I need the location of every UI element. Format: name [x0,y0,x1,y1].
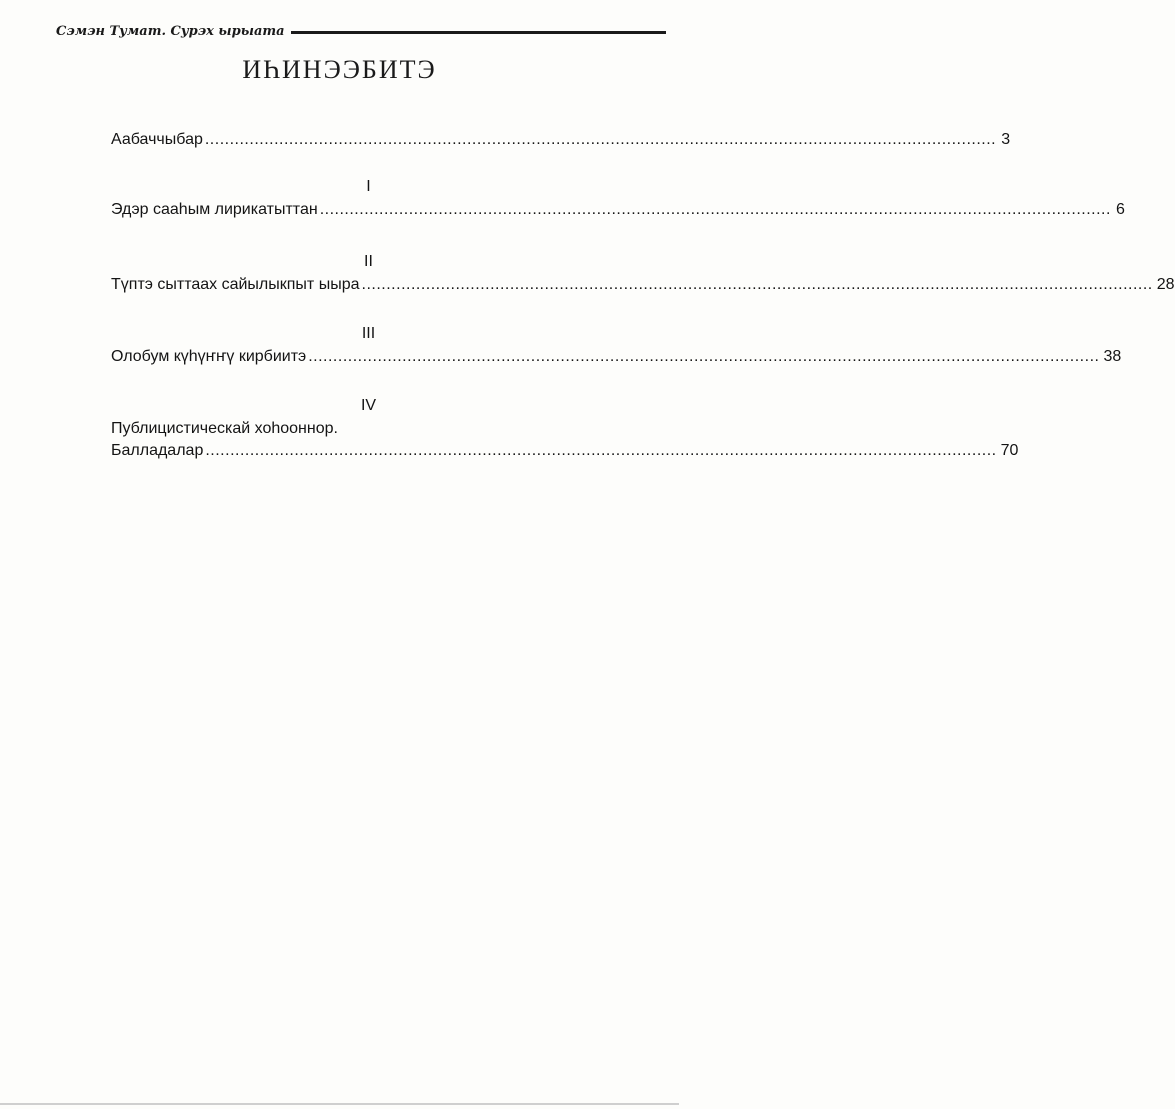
toc-entry-page: 3 [1001,131,1011,148]
toc-entry-page: 70 [1000,442,1019,459]
page-bottom-edge [0,1103,679,1105]
header-rule [291,31,666,34]
section-numeral: III [361,325,376,342]
dot-leader: ................................................................................................................................................................ [361,276,1153,293]
dot-leader: ................................................................................................................................................................ [204,131,997,148]
section-numeral: II [364,253,373,270]
dot-leader: ................................................................................................................................................................ [308,348,1100,365]
toc-entry-title: Балладалар [111,442,204,459]
toc-entry-title: Олобум күһүҥҥү кирбиитэ [111,348,307,365]
toc-entry-title: Аабаччыбар [111,131,203,148]
toc-section-1 [111,178,1125,220]
toc-entry-page: 6 [1116,201,1125,218]
toc-entry[interactable] [111,441,1019,461]
toc-entry[interactable] [111,275,1175,295]
section-numeral: I [366,178,371,195]
dot-leader: ................................................................................................................................................................ [319,201,1111,218]
section-numeral: IV [360,397,377,414]
toc-intro [111,130,1011,150]
toc-entry[interactable] [111,200,1125,220]
toc-entry-title: Түптэ сыттаах сайылыкпыт ыыра [111,276,360,293]
running-title: Сэмэн Тумат. Сурэх ырыата [56,23,285,39]
toc-section-4 [111,397,1019,461]
running-header [56,20,666,42]
toc-section-2 [111,253,1175,295]
page-title: ИҺИНЭЭБИТЭ [242,55,437,84]
toc-entry-page: 38 [1103,348,1122,365]
toc-section-3 [111,325,1122,367]
dot-leader: ................................................................................................................................................................ [205,442,997,459]
toc-entry-title-line1: Публицистическай хоһооннор. [111,420,338,437]
toc-entry[interactable] [111,347,1122,367]
toc-entry-page: 28 [1156,276,1175,293]
toc-entry[interactable] [111,130,1011,150]
toc-entry-title: Эдэр сааһым лирикатыттан [111,201,318,218]
